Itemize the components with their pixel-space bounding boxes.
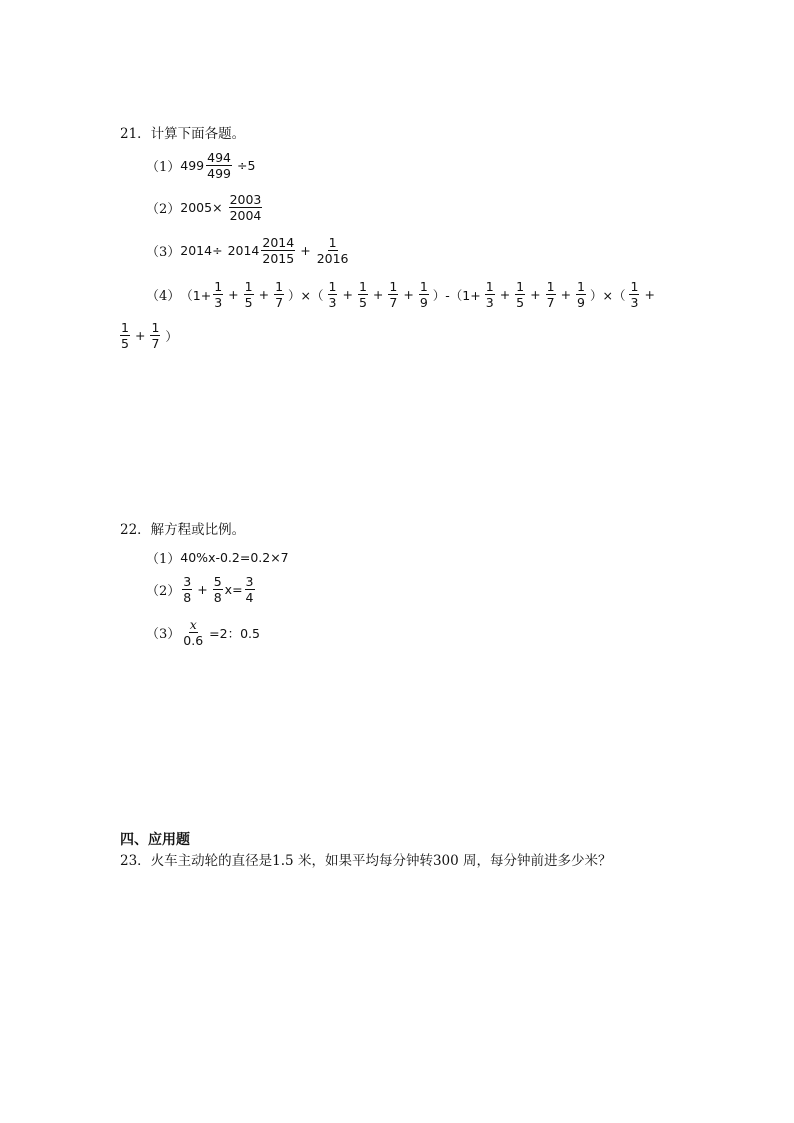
open: （1+ xyxy=(180,287,212,303)
numerator: 3 xyxy=(245,574,254,589)
numerator: 1 xyxy=(389,279,398,294)
part-label: （1） xyxy=(146,160,181,175)
plus-sign: + xyxy=(372,287,384,302)
mixed-whole: 2014 xyxy=(227,243,260,258)
section-heading: 四、应用题 xyxy=(120,832,190,848)
numerator: 1 xyxy=(546,279,555,294)
mid: ）×（ xyxy=(288,287,324,303)
fraction xyxy=(358,279,368,310)
denominator: 0.6 xyxy=(183,633,204,648)
denominator: 499 xyxy=(207,166,231,181)
denominator: 2004 xyxy=(229,208,262,223)
denominator: 5 xyxy=(358,295,367,310)
part-label: （4） xyxy=(146,289,181,304)
denominator: 4 xyxy=(245,590,254,605)
fraction xyxy=(485,279,495,310)
numerator: 1 xyxy=(275,279,284,294)
denominator: 3 xyxy=(630,295,639,310)
denominator: 7 xyxy=(151,336,160,351)
plus-sign: + xyxy=(258,287,270,302)
denominator: 2016 xyxy=(316,251,349,266)
numerator: 1 xyxy=(244,279,253,294)
fraction xyxy=(213,279,223,310)
denominator: 9 xyxy=(577,295,585,310)
mid: ）×（ xyxy=(590,287,626,303)
mid: ）-（1+ xyxy=(432,287,481,303)
plus-sign: + xyxy=(499,287,511,302)
fraction xyxy=(328,279,338,310)
part-label: （2） xyxy=(146,584,181,599)
lead: 2014÷ xyxy=(180,243,223,258)
plus-sign: + xyxy=(560,287,572,302)
fraction xyxy=(120,320,130,351)
fraction xyxy=(213,574,223,605)
part-label: （3） xyxy=(146,245,181,260)
numerator: 1 xyxy=(358,279,367,294)
variable-x: x xyxy=(189,617,197,632)
plus-sign: + xyxy=(300,243,311,258)
denominator: 5 xyxy=(244,295,253,310)
numerator: 1 xyxy=(328,235,337,250)
plus-sign: + xyxy=(342,287,353,302)
q21-part1 xyxy=(146,150,255,181)
numerator: 1 xyxy=(121,320,129,335)
part-label: （1） xyxy=(146,552,181,567)
plus-sign: + xyxy=(228,287,239,302)
numerator: 1 xyxy=(214,279,223,294)
numerator: 1 xyxy=(328,279,337,294)
plus-sign: + xyxy=(530,287,541,302)
numerator xyxy=(189,617,198,633)
denominator: 7 xyxy=(546,295,555,310)
fraction xyxy=(182,574,192,605)
numerator: 1 xyxy=(151,320,160,335)
numerator: 1 xyxy=(630,279,639,294)
tail: ÷5 xyxy=(237,158,256,173)
plus-sign: + xyxy=(197,582,208,597)
numerator: 1 xyxy=(516,279,525,294)
close: ） xyxy=(165,328,178,344)
q21-part2 xyxy=(146,192,264,223)
denominator: 5 xyxy=(121,336,129,351)
denominator: 3 xyxy=(485,295,494,310)
fraction xyxy=(261,235,295,266)
mixed-whole: 499 xyxy=(180,158,205,173)
denominator: 3 xyxy=(328,295,337,310)
numerator: 1 xyxy=(577,279,585,294)
numerator: 2014 xyxy=(262,235,295,250)
denominator: 2015 xyxy=(262,251,295,266)
denominator: 5 xyxy=(516,295,525,310)
numerator: 5 xyxy=(213,574,222,589)
q21-part4-line2 xyxy=(118,320,178,351)
lead: 2005× xyxy=(180,200,223,215)
q21-part3 xyxy=(146,235,352,266)
denominator: 8 xyxy=(213,590,222,605)
q22-part1 xyxy=(146,548,289,567)
fraction xyxy=(546,279,556,310)
numerator: 1 xyxy=(485,279,494,294)
q21-part4-line1 xyxy=(146,279,658,310)
ratio: =2：0.5 xyxy=(209,625,260,641)
part-label: （3） xyxy=(146,627,181,642)
q23-text: 23．火车主动轮的直径是1.5 米，如果平均每分钟转300 周，每分钟前进多少米？ xyxy=(120,853,612,869)
plus-sign: + xyxy=(134,328,146,343)
fraction xyxy=(515,279,525,310)
q21-title: 21．计算下面各题。 xyxy=(120,126,246,142)
fraction xyxy=(182,617,204,648)
fraction xyxy=(229,192,263,223)
denominator: 9 xyxy=(419,295,428,310)
fraction xyxy=(419,279,429,310)
part-label: （2） xyxy=(146,202,181,217)
fraction xyxy=(244,279,254,310)
q22-part2 xyxy=(146,574,257,605)
fraction xyxy=(150,320,160,351)
fraction xyxy=(206,150,232,181)
fraction xyxy=(274,279,284,310)
fraction xyxy=(576,279,586,310)
numerator: 494 xyxy=(207,150,231,165)
denominator: 3 xyxy=(214,295,223,310)
q22-title: 22．解方程或比例。 xyxy=(120,522,246,538)
fraction xyxy=(316,235,350,266)
x-equals: x= xyxy=(224,582,243,597)
fraction xyxy=(629,279,639,310)
numerator: 3 xyxy=(183,574,192,589)
denominator: 8 xyxy=(183,590,192,605)
numerator: 2003 xyxy=(229,192,262,207)
denominator: 7 xyxy=(275,295,284,310)
fraction xyxy=(388,279,398,310)
q22-part3 xyxy=(146,617,260,648)
plus-sign: + xyxy=(403,287,414,302)
equation: 40%x-0.2=0.2×7 xyxy=(180,550,289,565)
plus-sign: + xyxy=(644,287,655,302)
denominator: 7 xyxy=(389,295,398,310)
fraction xyxy=(245,574,255,605)
numerator: 1 xyxy=(419,279,428,294)
